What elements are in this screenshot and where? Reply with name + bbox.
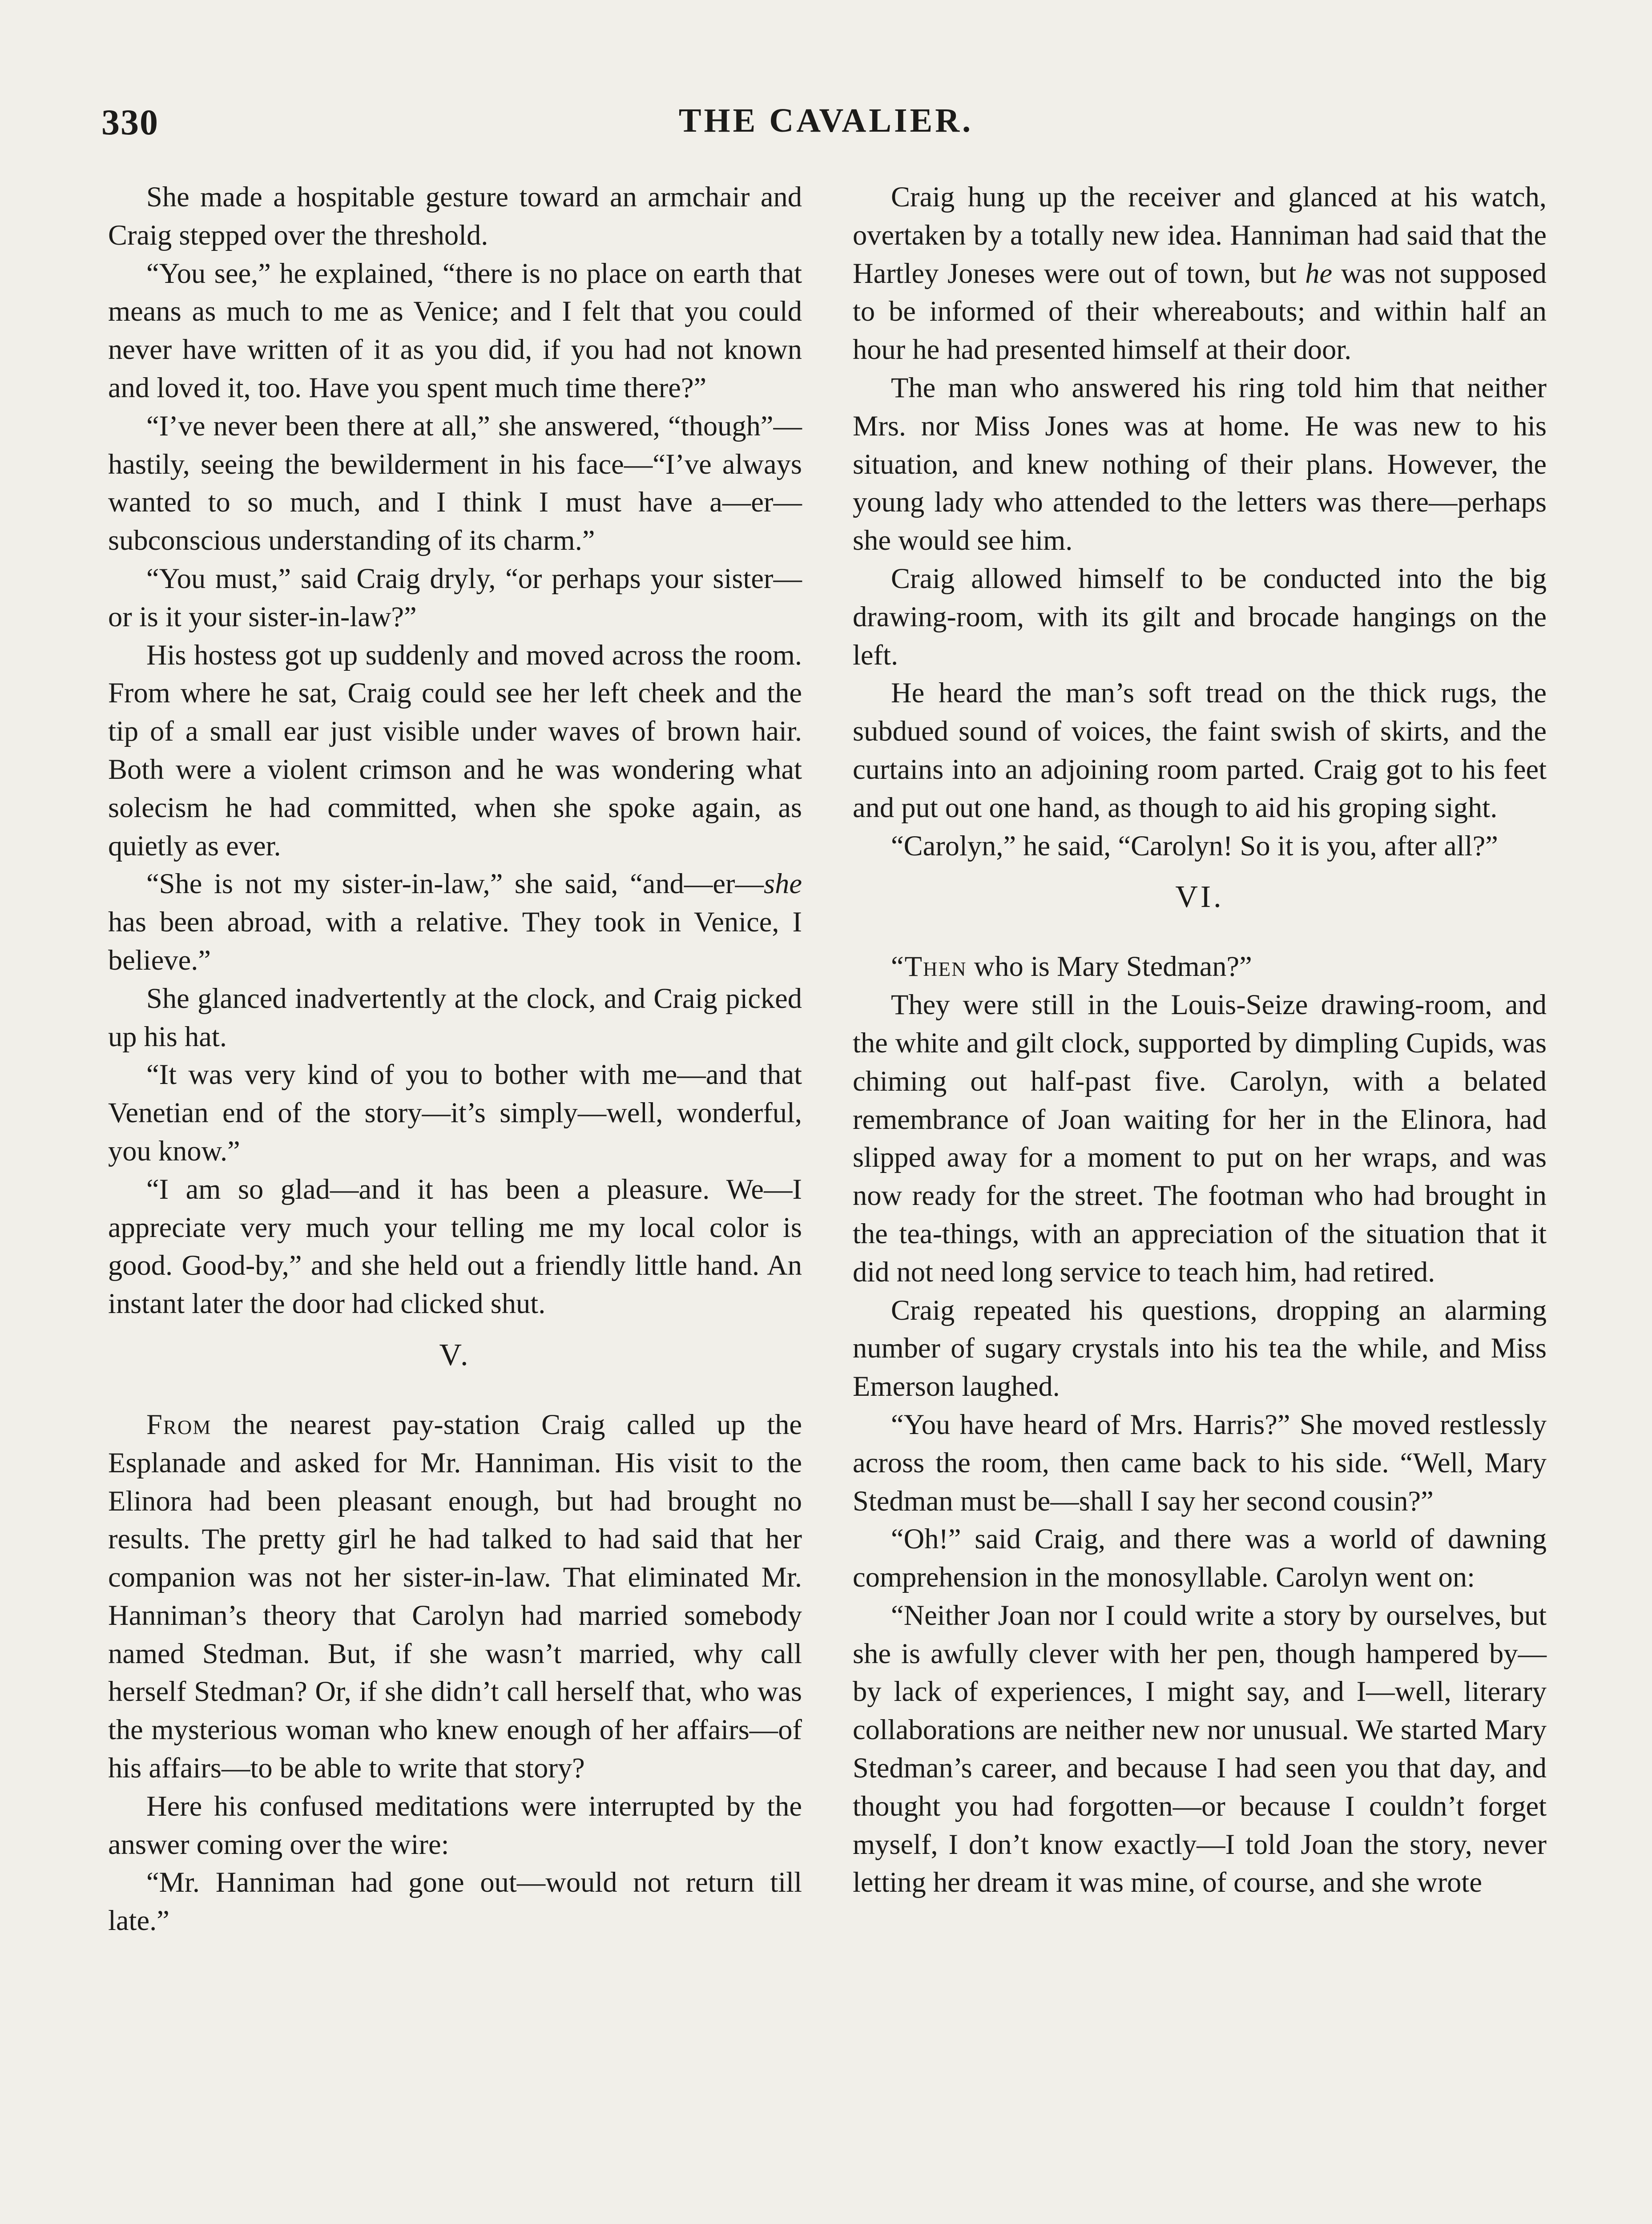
text-run: Craig hung up the receiver and glanced at his watch, overtaken by a totally new idea. Hanniman had said that the Hartley Joneses were out of town, but xyxy=(853,181,1547,289)
paragraph: He heard the man’s soft tread on the thick rugs, the subdued sound of voices, the faint swish of skirts, and the curtains into an adjoining room parted. Craig got to his feet and put out one hand, as though to aid his groping sight. xyxy=(853,677,1547,823)
paragraph xyxy=(108,865,802,979)
emphasis: she xyxy=(764,868,802,900)
text-run: “She is not my sister-in-law,” she said, “and—er— xyxy=(146,868,764,900)
chapter-heading-vi: VI. xyxy=(1175,880,1224,915)
paragraph: They were still in the Louis-Seize drawing-room, and the white and gilt clock, supported by dimpling Cupids, was chiming out half-past five. Carolyn, with a belated remembrance of Joan waiting for her in the Elinora, had slipped away for a moment to put on her wraps, and was now ready for the street. The footman who had brought in the tea-things, with an appreciation of the situation that it did not need long service to teach him, had retired. xyxy=(853,989,1547,1288)
paragraph: Craig repeated his questions, dropping an alarming number of sugary crystals into his tea the while, and Miss Emerson laughed. xyxy=(853,1294,1547,1402)
paragraph: “Mr. Hanniman had gone out—would not return till late.” xyxy=(108,1866,802,1937)
paragraph xyxy=(853,947,1547,986)
text-run: was not supposed to be informed of their whereabouts; and within half an hour he had presented himself at their door. xyxy=(853,257,1547,366)
paragraph: “Oh!” said Craig, and there was a world of dawning comprehension in the monosyllable. Carolyn went on: xyxy=(853,1523,1547,1593)
chapter-heading-v: V. xyxy=(439,1338,471,1372)
paragraph: His hostess got up suddenly and moved across the room. From where he sat, Craig could see her left cheek and the tip of a small ear just visible under waves of brown hair. Both were a violent crimson and he was wondering what solecism he had committed, when she spoke again, as quietly as ever. xyxy=(108,639,802,862)
paragraph: “It was very kind of you to bother with me—and that Venetian end of the story—it’s simply—well, wonderful, you know.” xyxy=(108,1059,802,1167)
paragraph: “You have heard of Mrs. Harris?” She moved restlessly across the room, then came back to his side. “Well, Mary Stedman must be—shall I say her second cousin?” xyxy=(853,1408,1547,1517)
right-column xyxy=(853,178,1547,1902)
text-run: the nearest pay-station Craig called up the Esplanade and asked for Mr. Hanniman. His visit to the Elinora had been pleasant enough, but had brought no results. The pretty girl he had talked to had said that her companion was not her sister-in-law. That eliminated Mr. Hanniman’s theory that Carolyn had married somebody named Stedman. But, if she wasn’t married, why call herself Stedman? Or, if she didn’t call herself that, who was the mysterious woman who knew enough of her affairs—of his affairs—to be able to write that story? xyxy=(108,1408,802,1784)
text-run: who is Mary Stedman?” xyxy=(967,951,1252,983)
paragraph: “You must,” said Craig dryly, “or perhaps your sister—or is it your sister-in-law?” xyxy=(108,562,802,633)
paragraph: The man who answered his ring told him that neither Mrs. nor Miss Jones was at home. He was new to his situation, and knew nothing of their plans. However, the young lady who attended to the letters was there—perhaps she would see him. xyxy=(853,371,1547,556)
paragraph: “I’ve never been there at all,” she answered, “though”—hastily, seeing the bewilderment in his face—“I’ve always wanted to so much, and I think I must have a—er—subconscious understanding of its charm.” xyxy=(108,410,802,556)
paragraph: “You see,” he explained, “there is no place on earth that means as much to me as Venice; and I felt that you could never have written of it as you did, if you had not known and loved it, too. Have you spent much time there?” xyxy=(108,257,802,403)
emphasis: he xyxy=(1305,257,1333,289)
paragraph: Craig allowed himself to be conducted into the big drawing-room, with its gilt and brocade hangings on the left. xyxy=(853,562,1547,671)
small-caps-lead: From xyxy=(146,1408,212,1440)
page-number: 330 xyxy=(101,102,159,142)
running-head xyxy=(0,101,1652,150)
paragraph xyxy=(853,178,1547,369)
small-caps-lead: “Then xyxy=(891,951,967,983)
paragraph: “I am so glad—and it has been a pleasure. We—I appreciate very much your telling me my local color is good. Good-by,” and she held out a friendly little hand. An instant later the door had clicked shut. xyxy=(108,1173,802,1320)
paragraph: “Neither Joan nor I could write a story by ourselves, but she is awfully clever with her pen, though hampered by—by lack of experiences, I might say, and I—well, literary collaborations are neither new nor unusual. We started Mary Stedman’s career, and because I had seen you that day, and thought you had forgotten—or because I couldn’t forget myself, I don’t know exactly—I told Joan the story, never letting her dream it was mine, of course, and she wrote xyxy=(853,1599,1547,1898)
text-run: has been abroad, with a relative. They took in Venice, I believe.” xyxy=(108,906,802,976)
paragraph: Here his confused meditations were interrupted by the answer coming over the wire: xyxy=(108,1790,802,1860)
magazine-title: THE CAVALIER. xyxy=(678,102,974,139)
paragraph xyxy=(108,1406,802,1787)
paragraph: “Carolyn,” he said, “Carolyn! So it is you, after all?” xyxy=(891,830,1498,862)
paragraph: She made a hospitable gesture toward an armchair and Craig stepped over the threshold. xyxy=(108,181,802,251)
paragraph: She glanced inadvertently at the clock, and Craig picked up his hat. xyxy=(108,982,802,1052)
left-column xyxy=(108,178,802,1940)
